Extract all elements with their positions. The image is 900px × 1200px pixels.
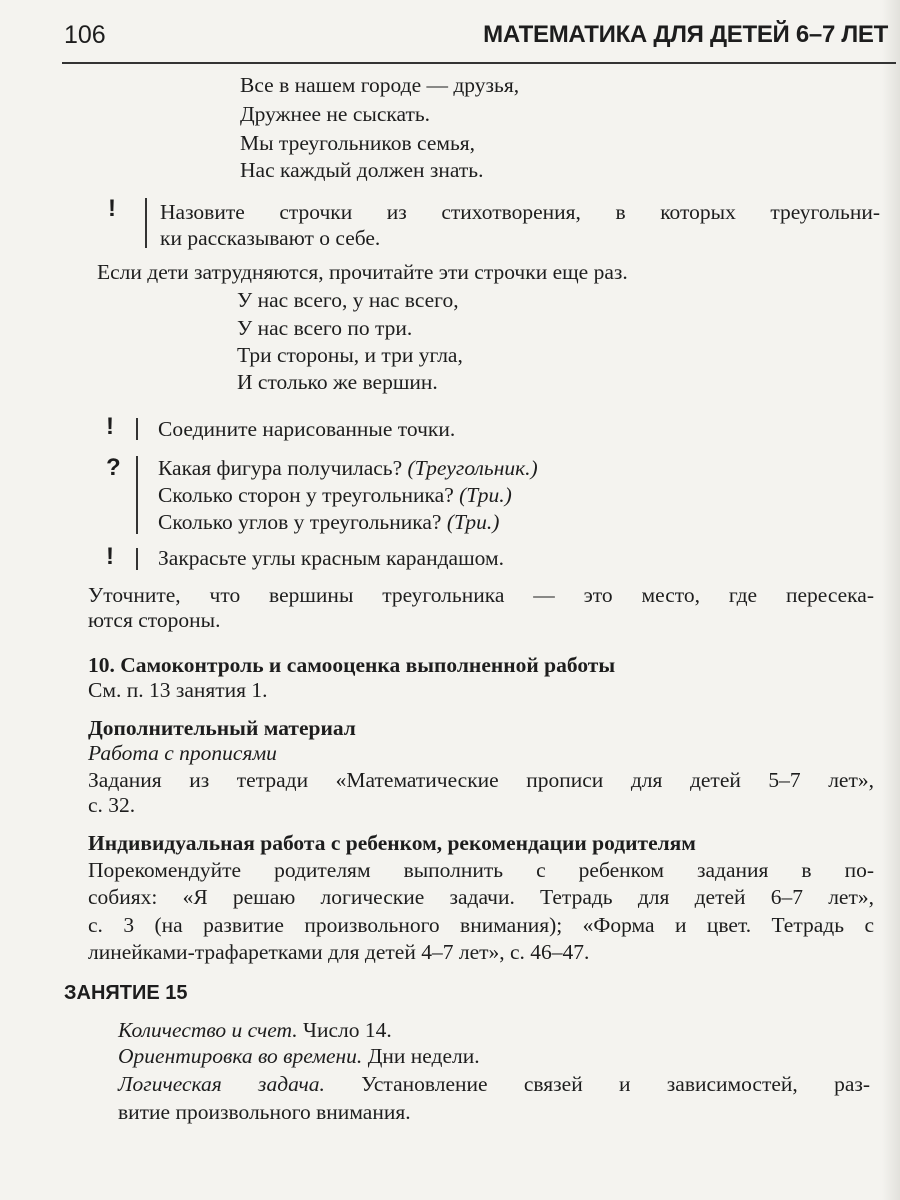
poem-line: И столько же вершин.	[237, 370, 438, 394]
question-line	[158, 455, 538, 481]
question-icon: ?	[106, 454, 121, 481]
section-text: с. 3 (на развитие произвольного внимания); «Форма и цвет. Тетрадь с	[88, 913, 874, 937]
answer: (Три.)	[446, 510, 500, 534]
lesson-item: витие произвольного внимания.	[118, 1100, 411, 1124]
poem-line: Все в нашем городе — друзья,	[240, 73, 520, 97]
section-heading: Дополнительный материал	[88, 716, 356, 740]
lesson-topic: Логическая задача.	[118, 1072, 325, 1096]
page-number: 106	[64, 21, 106, 49]
section-heading: Индивидуальная работа с ребенком, рекомендации родителям	[88, 831, 696, 855]
instruction-text: Закрасьте углы красным карандашом.	[158, 546, 504, 570]
exclamation-icon: !	[106, 413, 114, 440]
section-text: с. 32.	[88, 793, 136, 817]
paragraph-line: Уточните, что вершины треугольника — это место, где пересека-	[88, 583, 874, 607]
section-text: См. п. 13 занятия 1.	[88, 678, 268, 702]
question: Какая фигура получилась?	[158, 456, 403, 480]
question: Сколько углов у треугольника?	[158, 510, 442, 534]
question: Сколько сторон у треугольника?	[158, 483, 454, 507]
lesson-heading: ЗАНЯТИЕ 15	[64, 982, 188, 1004]
section-subtitle: Работа с прописями	[88, 741, 277, 765]
exclamation-icon: !	[106, 543, 114, 570]
instruction-bar	[136, 456, 138, 534]
poem-line: У нас всего по три.	[237, 316, 413, 340]
instruction-bar	[145, 198, 147, 248]
poem-line: Дружнее не сыскать.	[240, 102, 431, 126]
lesson-text: Установление связей и зависимостей, раз-	[361, 1072, 871, 1096]
instruction-line: Назовите строчки из стихотворения, в которых треугольни-	[160, 200, 880, 224]
poem-line: У нас всего, у нас всего,	[237, 288, 459, 312]
lesson-text: Число 14.	[303, 1018, 392, 1042]
lesson-text: Дни недели.	[367, 1044, 480, 1068]
poem-line: Мы треугольников семья,	[240, 131, 476, 155]
lesson-item	[118, 1017, 392, 1043]
answer: (Треугольник.)	[407, 456, 538, 480]
poem-line: Нас каждый должен знать.	[240, 158, 484, 182]
paragraph: Если дети затрудняются, прочитайте эти строчки еще раз.	[97, 260, 628, 284]
answer: (Три.)	[459, 483, 512, 507]
poem-line: Три стороны, и три угла,	[237, 343, 463, 367]
section-text: линейками-трафаретками для детей 4–7 лет», с. 46–47.	[88, 940, 590, 964]
lesson-item	[118, 1071, 870, 1097]
instruction-bar	[136, 548, 138, 570]
lesson-topic: Ориентировка во времени.	[118, 1044, 363, 1068]
lesson-topic: Количество и счет.	[118, 1018, 298, 1042]
section-text: собиях: «Я решаю логические задачи. Тетрадь для детей 6–7 лет»,	[88, 885, 874, 909]
instruction-line: ки рассказывают о себе.	[160, 226, 381, 250]
page-edge	[882, 0, 900, 1200]
instruction-bar	[136, 418, 138, 440]
header-rule	[62, 62, 896, 64]
section-text: Порекомендуйте родителям выполнить с ребенком задания в по-	[88, 858, 874, 882]
section-heading: 10. Самоконтроль и самооценка выполненной работы	[88, 653, 616, 677]
instruction-text: Соедините нарисованные точки.	[158, 417, 456, 441]
section-text: Задания из тетради «Математические прописи для детей 5–7 лет»,	[88, 768, 874, 792]
running-title: МАТЕМАТИКА ДЛЯ ДЕТЕЙ 6–7 ЛЕТ	[483, 21, 888, 48]
question-line	[158, 509, 499, 535]
paragraph-line: ются стороны.	[88, 608, 221, 632]
lesson-item	[118, 1043, 480, 1069]
exclamation-icon: !	[108, 195, 116, 222]
question-line	[158, 482, 512, 508]
